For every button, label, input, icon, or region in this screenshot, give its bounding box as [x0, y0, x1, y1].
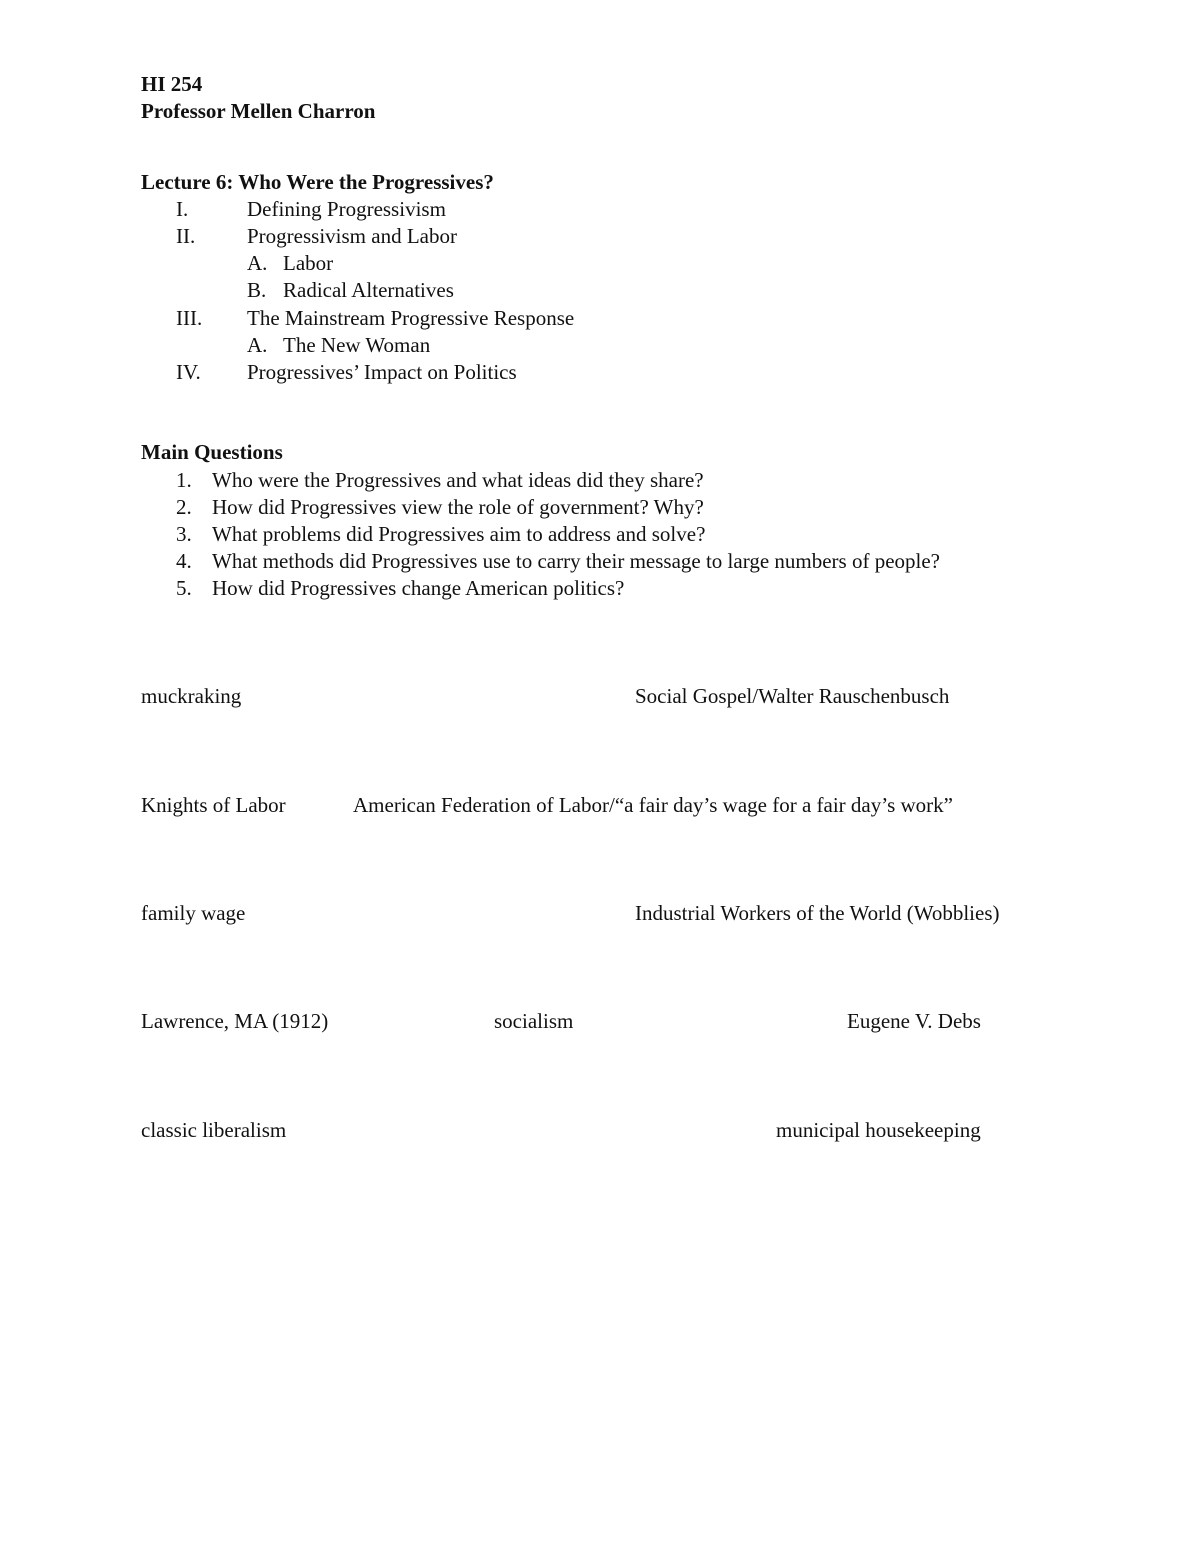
question-number: 4. [176, 549, 192, 573]
outline-sub-item: Radical Alternatives [283, 278, 454, 302]
question-text: Who were the Progressives and what ideas did they share? [212, 468, 704, 492]
outline-item: Progressives’ Impact on Politics [247, 360, 517, 384]
outline-sub-letter: B. [247, 278, 267, 302]
term: Industrial Workers of the World (Wobblies) [635, 901, 1000, 925]
question-number: 2. [176, 495, 192, 519]
question-number: 3. [176, 522, 192, 546]
lecture-title: Lecture 6: Who Were the Progressives? [141, 170, 494, 194]
outline-numeral: IV. [176, 360, 201, 384]
professor-name: Professor Mellen Charron [141, 99, 376, 123]
outline-sub-letter: A. [247, 251, 268, 275]
term: Social Gospel/Walter Rauschenbusch [635, 684, 950, 708]
outline-numeral: II. [176, 224, 196, 248]
outline-sub-letter: A. [247, 333, 268, 357]
outline-item: Progressivism and Labor [247, 224, 457, 248]
question-number: 5. [176, 576, 192, 600]
outline-sub-item: Labor [283, 251, 334, 275]
term: Eugene V. Debs [847, 1009, 981, 1033]
term: socialism [494, 1009, 574, 1033]
outline-numeral: III. [176, 306, 203, 330]
term: Lawrence, MA (1912) [141, 1009, 329, 1033]
question-number: 1. [176, 468, 192, 492]
question-text: What methods did Progressives use to carry their message to large numbers of people? [212, 549, 940, 573]
term: municipal housekeeping [776, 1118, 981, 1142]
term: muckraking [141, 684, 242, 708]
term: family wage [141, 901, 246, 925]
term: classic liberalism [141, 1118, 287, 1142]
questions-heading: Main Questions [141, 440, 283, 464]
outline-item: Defining Progressivism [247, 197, 446, 221]
outline-sub-item: The New Woman [283, 333, 431, 357]
question-text: What problems did Progressives aim to address and solve? [212, 522, 706, 546]
outline-numeral: I. [176, 197, 189, 221]
question-text: How did Progressives change American politics? [212, 576, 625, 600]
term: American Federation of Labor/“a fair day’s wage for a fair day’s work” [353, 793, 953, 817]
course-code: HI 254 [141, 72, 203, 96]
question-text: How did Progressives view the role of government? Why? [212, 495, 704, 519]
outline-item: The Mainstream Progressive Response [247, 306, 575, 330]
term: Knights of Labor [141, 793, 286, 817]
